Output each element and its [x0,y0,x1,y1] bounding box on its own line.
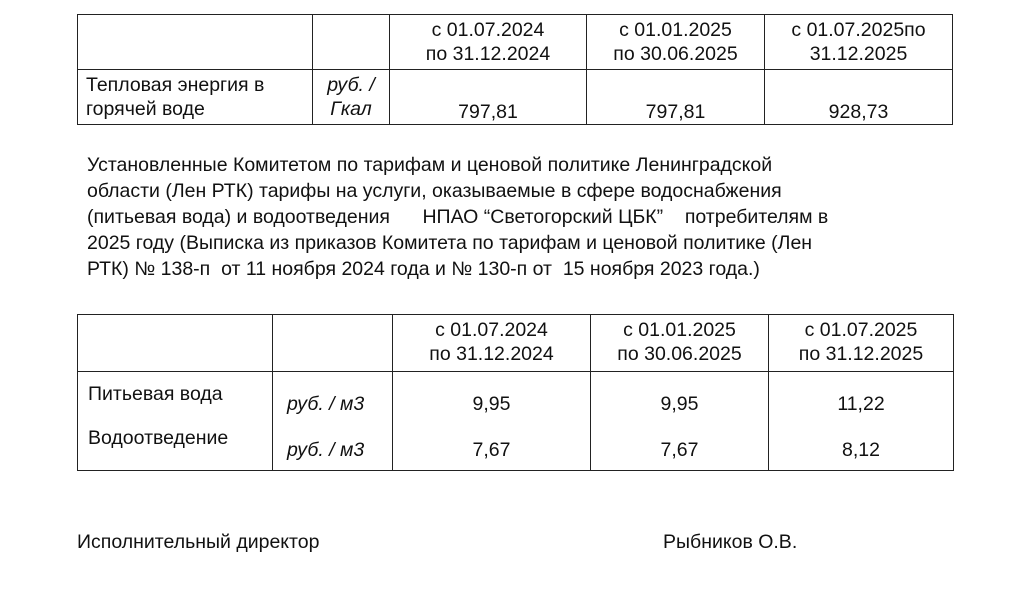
water-tariff-table [77,314,954,471]
tariff-value: 797,81 [587,70,765,125]
period-header-2: с 01.01.2025 по 30.06.2025 [587,15,765,70]
paragraph-line: РТК) № 138-п от 11 ноября 2024 года и № 130-п от 15 ноября 2023 года.) [87,258,760,280]
period-header-1: с 01.07.2024 по 31.12.2024 [393,315,591,372]
row-name-wastewater: Водоотведение [78,418,273,471]
tariff-value: 9,95 [393,372,591,419]
row-unit-wastewater: руб. / м3 [273,418,393,471]
period-header-2: с 01.01.2025 по 30.06.2025 [591,315,769,372]
period-header-3: с 01.07.2025 по 31.12.2025 [769,315,954,372]
empty-header-cell [78,315,273,372]
paragraph-line: (питьевая вода) и водоотведения НПАО “Светогорский ЦБК” потребителям в [87,206,829,228]
signer-position: Исполнительный директор [77,531,320,553]
row-unit-drinking-water: руб. / м3 [273,372,393,419]
tariff-value: 7,67 [393,418,591,471]
heat-tariff-table [77,14,953,125]
period-header-1: с 01.07.2024 по 31.12.2024 [390,15,587,70]
tariff-value: 11,22 [769,372,954,419]
period-header-3: с 01.07.2025по 31.12.2025 [765,15,953,70]
tariff-value: 797,81 [390,70,587,125]
paragraph-line: Установленные Комитетом по тарифам и ценовой политике Ленинградской [87,154,773,176]
empty-header-cell [78,15,313,70]
tariff-value: 9,95 [591,372,769,419]
paragraph-line: 2025 году (Выписка из приказов Комитета по тарифам и ценовой политике (Лен [87,232,813,254]
tariff-description-paragraph [87,152,987,282]
signer-name: Рыбников О.В. [663,531,798,553]
row-name-drinking-water: Питьевая вода [78,372,273,419]
row-name-heat-energy: Тепловая энергия в горячей воде [78,70,313,125]
tariff-value: 8,12 [769,418,954,471]
empty-unit-header-cell [273,315,393,372]
paragraph-line: области (Лен РТК) тарифы на услуги, оказываемые в сфере водоснабжения [87,180,782,202]
row-unit-heat-energy: руб. / Гкал [313,70,390,125]
tariff-value: 928,73 [765,70,953,125]
tariff-value: 7,67 [591,418,769,471]
empty-unit-header-cell [313,15,390,70]
